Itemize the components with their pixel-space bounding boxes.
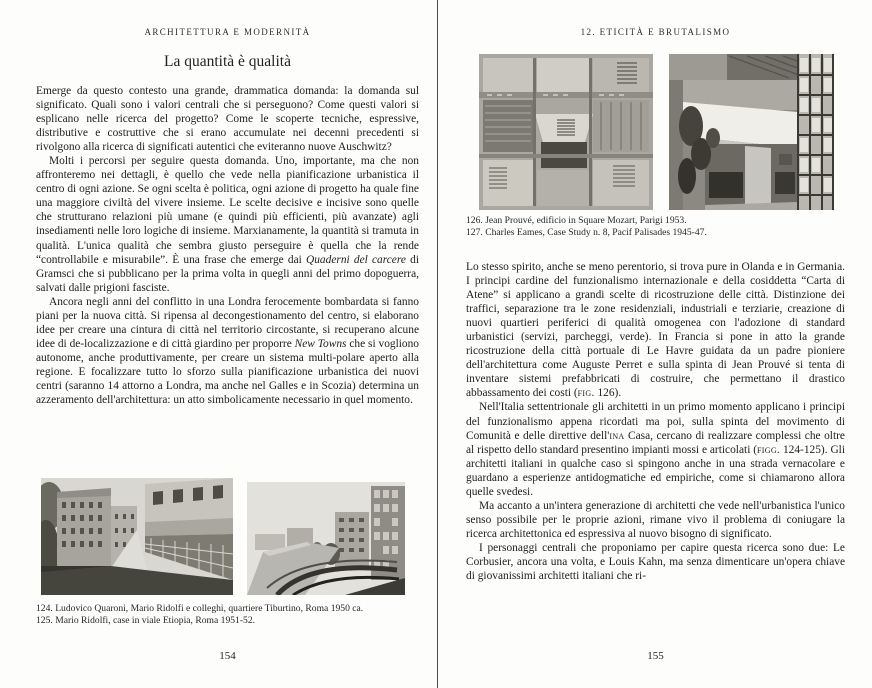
paragraph: Emerge da questo contesto una grande, drammatica domanda: la domanda sul significato. Quali sono i valori centrali che si perseguono? Come questi valori si esplicano nelle ricerca del progetto? Come le scoperte tecniche, espressive, distributive e costruttive che si erano accumulate nei decenni precedenti si rivolgono alla ricerca di significati autentici che eviteranno nuove Auschwitz? <box>36 85 419 154</box>
paragraph: Molti i percorsi per seguire questa domanda. Uno, importante, ma che non affronteremo nei dettagli, è quello che vede nella pianificazione urbanistica il centro di ogni azione. Se ogni scelta è politica, ogni azione di progetto ha quale fine una maggiore civiltà del vivere insieme. Le scelte decisive e incisive sono quelle che strutturano relazioni più umane (e quindi più efficienti, più avanzate) agli insediamenti nelle loro logiche di insieme. Marxianamente, la quantità si tramuta in qualità. L'unica qualità che sembra giusto perseguire è quella che la rende “controllabile e misurabile”. È una frase che emerge dai Quaderni del carcere di Gramsci che si pubblicano per la prima volta in quegli anni del primo dopoguerra, salvati dalle prigioni fasciste. <box>36 155 419 294</box>
captions-right <box>466 215 852 240</box>
paragraph: I personaggi centrali che proponiamo per capire questa ricerca sono due: Le Corbusier, ancora una volta, e Louis Kahn, ma senza dimenticare un'opera chiave di giovanissimi architetti italiani che ri- <box>466 541 845 583</box>
figure-125-viale-etiopia-photo <box>247 482 405 595</box>
caption-126: 126. Jean Prouvé, edificio in Square Mozart, Parigi 1953. <box>466 215 687 226</box>
chapter-title: La quantità è qualità <box>164 53 291 70</box>
paragraph: Nell'Italia settentrionale gli architetti in un primo momento applicano i principi del funzionalismo appena ricordati ma poi, sulla spinta del movimento di Comunità e delle direttive dell'ina Casa, cercano di realizzare complessi che oltre al rispetto dello standard presentino impianti mossi e articolati (figg. 124-125). Gli architetti italiani in qualche caso si spingono anche in una strada vernacolare e guardano a esperienze antidogmatiche ed empiriche, come si chiamarono allora quelle svedesi. <box>466 401 845 498</box>
body-text-right <box>466 260 845 638</box>
captions-left <box>36 603 426 628</box>
page-number-left: 154 <box>219 650 236 662</box>
figure-127-eames-case-study-photo <box>669 54 834 210</box>
photo-125-graphic <box>247 482 405 595</box>
page-number-right: 155 <box>647 650 664 662</box>
caption-124: 124. Ludovico Quaroni, Mario Ridolfi e colleghi, quartiere Tiburtino, Roma 1950 ca. <box>36 603 364 614</box>
paragraph: Ma accanto a un'intera generazione di architetti che vede nell'urbanistica l'unico senso possibile per le proprie azioni, rimane vivo il problema di coniugare la ricerca architettonica ed espressiva al nuovo bisogno di significato. <box>466 499 845 540</box>
paragraph: Lo stesso spirito, anche se meno perentorio, si trova pure in Olanda e in Germania. I principi cardine del funzionalismo internazionale e della cosiddetta “Carta di Atene” si applicano a grandi scelte di ricostruzione delle città. Distinzione dei traffici, separazione tra le zone residenziali, industriali e terziarie, creazione di nuovi quartieri periferici di qualità omogenea con l'adozione di standard urbanistici (servizi, parcheggi, verde). In Francia si pone in atto la grande ricostruzione della città portuale di Le Havre guidata da un padre pioniere dell'architettura come Auguste Perret e sulla spinta di Jean Prouvé si tenta di inventare sistemi prefabbricati di costruire, che permettano il drastico abbassamento dei costi (fig. 126). <box>466 261 845 400</box>
body-text-left <box>36 84 419 476</box>
figure-126-prouve-square-mozart-photo <box>479 54 653 210</box>
page-right <box>438 0 872 688</box>
running-head-left: ARCHITETTURA E MODERNITÀ <box>144 27 311 37</box>
figure-124-quartiere-tiburtino-photo <box>41 478 233 595</box>
running-head-right: 12. ETICITÀ E BRUTALISMO <box>580 27 731 37</box>
photo-124-graphic <box>41 478 233 595</box>
paragraph: Ancora negli anni del conflitto in una Londra ferocemente bombardata si fanno piani per la nuova città. Si ripensa al decongestionamento del centro, si elaborano idee per creare una cintura di città nel territorio circostante, si recuperano alcune idee di de-localizzazione e di città giardino per proporre New Towns che si vogliono autonome, anche produttivamente, per creare un sistema multi-polare aperto alla regione. E focalizzare tutto lo sforzo sulla pianificazione urbanistica dei nuovi centri (saranno 14 attorno a Londra, ma anche nel Galles e in Scozia) determina un azzeramento dell'architettura: un atto simbolicamente necessario in quel momento. <box>36 295 419 407</box>
photo-127-graphic <box>669 54 834 210</box>
photo-126-graphic <box>479 54 653 210</box>
caption-125: 125. Mario Ridolfi, case in viale Etiopia, Roma 1951-52. <box>36 615 256 627</box>
caption-127: 127. Charles Eames, Case Study n. 8, Pacif Palisades 1945-47. <box>466 227 707 239</box>
